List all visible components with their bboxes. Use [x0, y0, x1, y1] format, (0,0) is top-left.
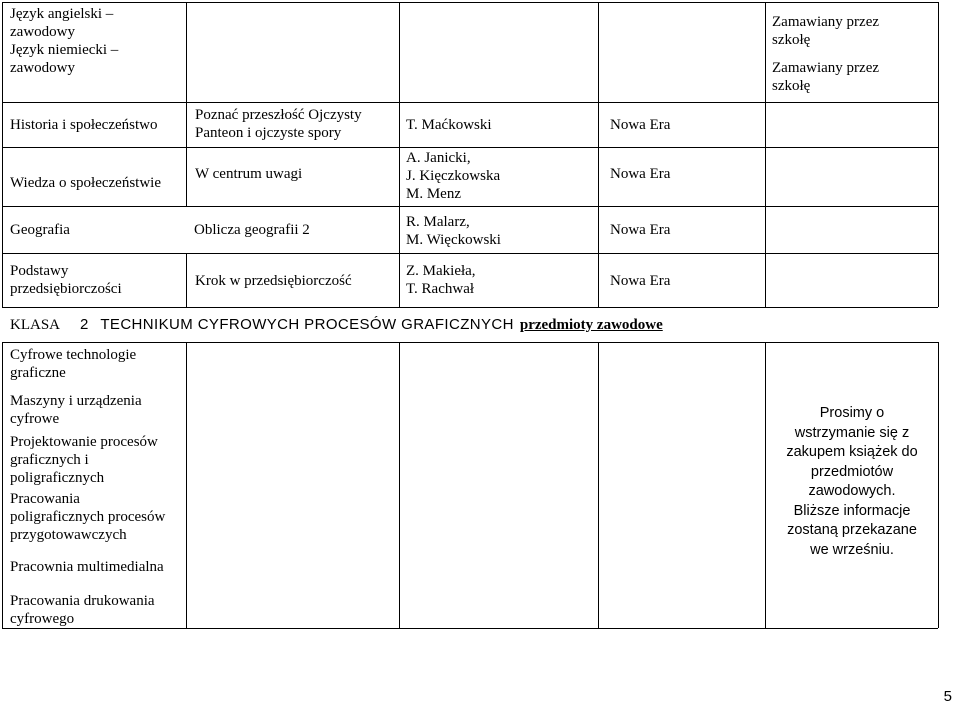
rule	[2, 2, 3, 307]
author-cell: R. Malarz, M. Więckowski	[406, 214, 501, 248]
note-cell: Zamawiany przez szkołę Zamawiany przez szkołę	[772, 14, 880, 94]
subject-cell: Wiedza o społeczeństwie	[10, 175, 161, 191]
title-cell: Krok w przedsiębiorczość	[195, 273, 352, 289]
rule	[399, 342, 400, 628]
author-cell: T. Maćkowski	[406, 117, 492, 133]
subject-cell: Geografia	[10, 222, 70, 238]
subject-cell: Pracownia multimedialna	[10, 559, 164, 575]
publisher-cell: Nowa Era	[610, 166, 671, 182]
rule	[186, 342, 187, 628]
rule	[598, 342, 599, 628]
rule	[2, 307, 938, 308]
subject-cell: Cyfrowe technologie graficzne	[10, 347, 137, 381]
subject-cell: Projektowanie procesów graficznych i poligraficznych	[10, 434, 158, 486]
rule	[2, 253, 938, 254]
subject-cell: Pracowania drukowania cyfrowego	[10, 593, 155, 627]
notice-cell: Prosimy o wstrzymanie się z zakupem książek do przedmiotów zawodowych. Bliższe informacje zostaną przekazane we wrześniu.	[786, 405, 918, 558]
rule	[938, 2, 939, 307]
rule	[186, 253, 187, 307]
rule	[2, 206, 938, 207]
rule	[399, 2, 400, 307]
rule	[765, 342, 766, 628]
subject-cell: Język angielski – zawodowy Język niemiecki – zawodowy	[10, 6, 119, 76]
title-cell: W centrum uwagi	[195, 166, 303, 182]
rule	[2, 102, 938, 103]
subject-cell: Podstawy przedsiębiorczości	[10, 263, 122, 297]
rule	[2, 342, 938, 343]
rule	[2, 342, 3, 628]
class-header	[10, 314, 663, 336]
publisher-cell: Nowa Era	[610, 222, 671, 238]
page-number: 5	[943, 688, 952, 705]
class-suffix: przedmioty zawodowe	[519, 317, 663, 333]
rule	[186, 2, 187, 206]
rule	[938, 342, 939, 628]
rule	[2, 2, 938, 3]
subject-cell: Maszyny i urządzenia cyfrowe	[10, 393, 142, 427]
rule	[765, 2, 766, 307]
author-cell: A. Janicki, J. Kięczkowska M. Menz	[406, 150, 501, 202]
rule	[2, 628, 938, 629]
class-number: 2	[80, 316, 89, 333]
title-cell: Poznać przeszłość Ojczysty Panteon i ojczyste spory	[195, 107, 362, 141]
subject-cell: Historia i społeczeństwo	[10, 117, 158, 133]
author-cell: Z. Makieła, T. Rachwał	[406, 263, 476, 297]
rule	[598, 2, 599, 307]
rule	[2, 147, 938, 148]
publisher-cell: Nowa Era	[610, 117, 671, 133]
publisher-cell: Nowa Era	[610, 273, 671, 289]
klasa-label: KLASA	[10, 317, 61, 333]
title-cell: Oblicza geografii 2	[194, 222, 310, 238]
subject-cell: Pracowania poligraficznych procesów przygotowawczych	[10, 491, 166, 543]
technikum-name: TECHNIKUM CYFROWYCH PROCESÓW GRAFICZNYCH	[100, 316, 514, 333]
